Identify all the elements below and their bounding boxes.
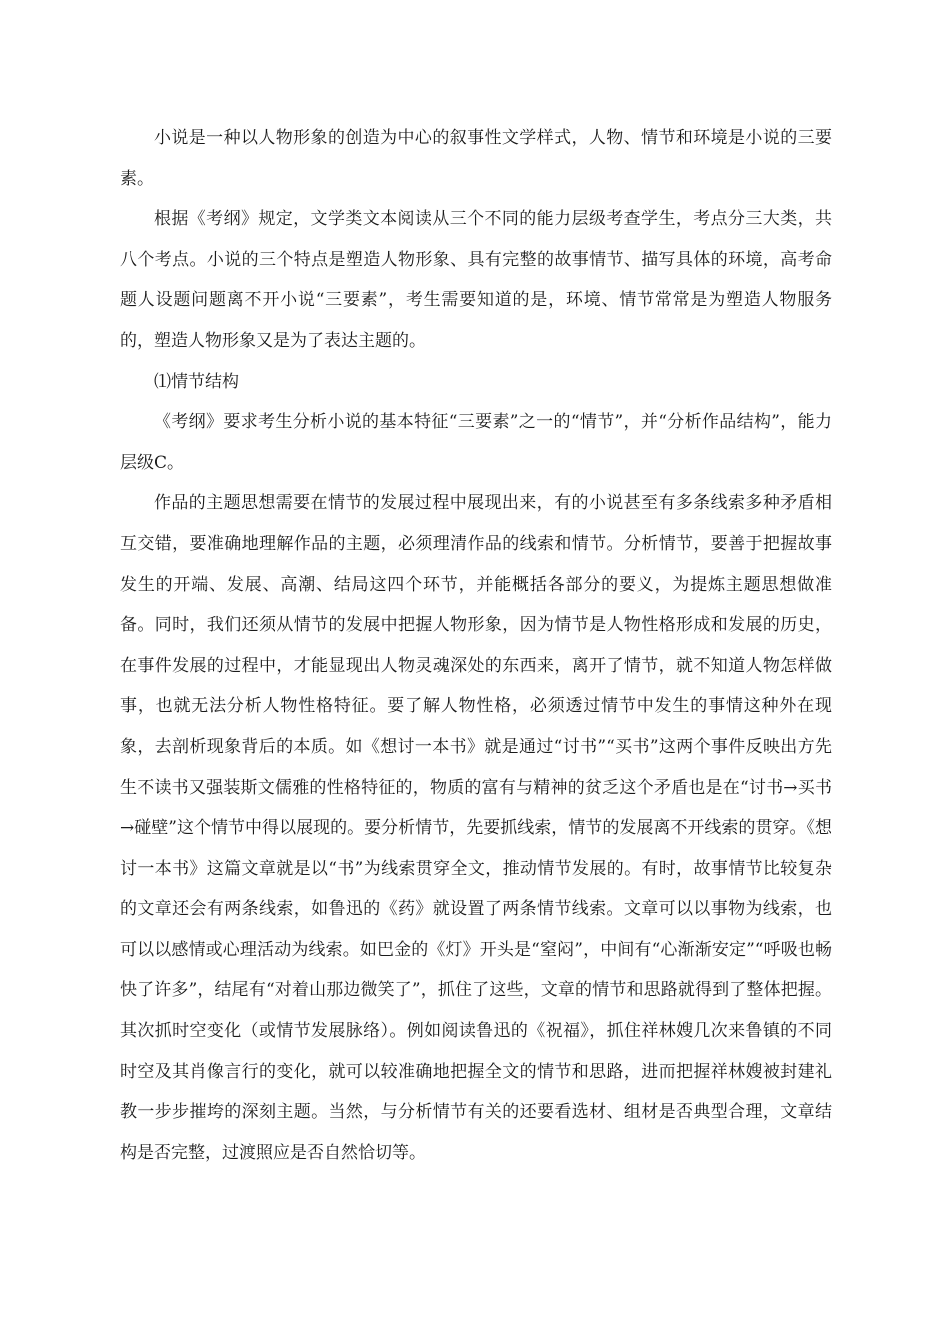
- document-body: [120, 118, 832, 1173]
- paragraph-exam-outline: 根据《考纲》规定，文学类文本阅读从三个不同的能力层级考查学生，考点分三大类，共八个考点。小说的三个特点是塑造人物形象、具有完整的故事情节、描写具体的环境，高考命题人设题问题离不开小说“三要素”，考生需要知道的是，环境、情节常常是为塑造人物服务的，塑造人物形象又是为了表达主题的。: [120, 209, 832, 351]
- section-heading-plot-structure: ⑴情节结构: [154, 371, 239, 392]
- paragraph-outline-requirement: 《考纲》要求考生分析小说的基本特征“三要素”之一的“情节”，并“分析作品结构”，能力层级C。: [120, 412, 832, 473]
- paragraph-plot-analysis: 作品的主题思想需要在情节的发展过程中展现出来，有的小说甚至有多条线索多种矛盾相互交错，要准确地理解作品的主题，必须理清作品的线索和情节。分析情节，要善于把握故事发生的开端、发展、高潮、结局这四个环节，并能概括各部分的要义，为提炼主题思想做准备。同时，我们还须从情节的发展中把握人物形象，因为情节是人物性格形成和发展的历史，在事件发展的过程中，才能显现出人物灵魂深处的东西来，离开了情节，就不知道人物怎样做事，也就无法分析人物性格特征。要了解人物性格，必须透过情节中发生的事情这种外在现象，去剖析现象背后的本质。如《想讨一本书》就是通过“讨书”“买书”这两个事件反映出方先生不读书又强装斯文儒雅的性格特征的，物质的富有与精神的贫乏这个矛盾也是在“讨书→买书→碰壁”这个情节中得以展现的。要分析情节，先要抓线索，情节的发展离不开线索的贯穿。《想讨一本书》这篇文章就是以“书”为线索贯穿全文，推动情节发展的。有时，故事情节比较复杂的文章还会有两条线索，如鲁迅的《药》就设置了两条情节线索。文章可以以事物为线索，也可以以感情或心理活动为线索。如巴金的《灯》开头是“窒闷”，中间有“心渐渐安定”“呼吸也畅快了许多”，结尾有“对着山那边微笑了”，抓住了这些，文章的情节和思路就得到了整体把握。其次抓时空变化（或情节发展脉络）。例如阅读鲁迅的《祝福》，抓住祥林嫂几次来鲁镇的不同时空及其肖像言行的变化，就可以较准确地把握全文的情节和思路，进而把握祥林嫂被封建礼教一步步摧垮的深刻主题。当然，与分析情节有关的还要看选材、组材是否典型合理，文章结构是否完整，过渡照应是否自然恰切等。: [120, 493, 832, 1163]
- paragraph-intro: 小说是一种以人物形象的创造为中心的叙事性文学样式，人物、情节和环境是小说的三要素。: [120, 128, 832, 189]
